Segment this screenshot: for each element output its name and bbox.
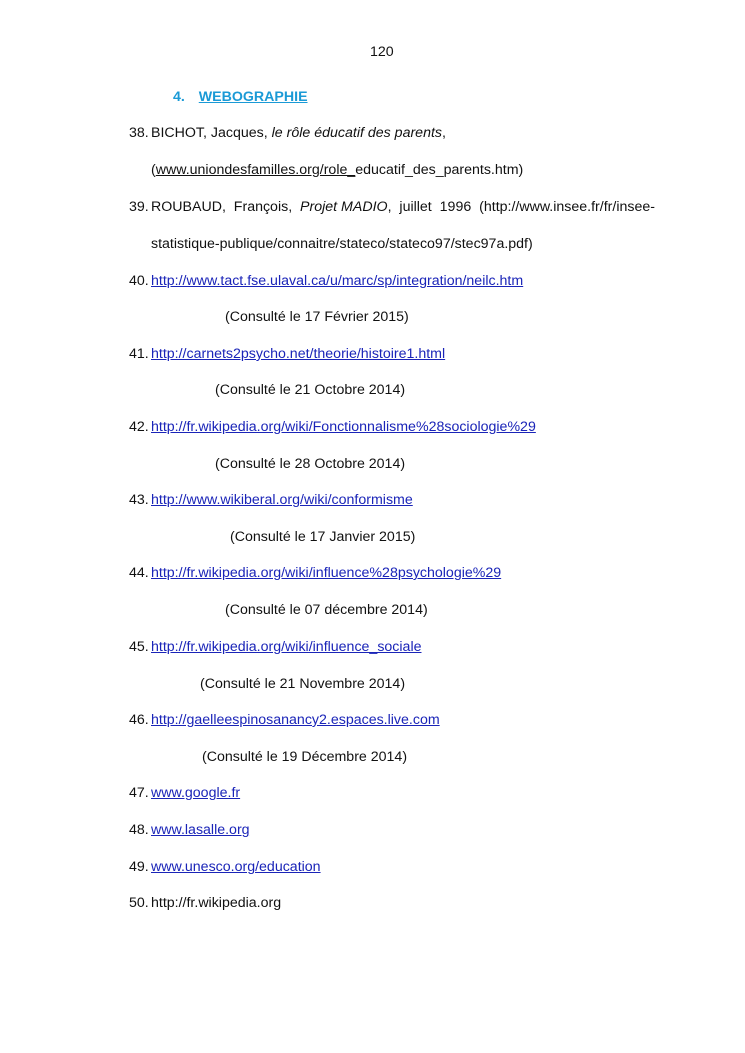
entry-45-number: 45. xyxy=(129,639,149,655)
entry-42-number: 42. xyxy=(129,419,149,435)
entry-39-line2: statistique-publique/connaitre/stateco/stateco97/stec97a.pdf) xyxy=(151,236,533,252)
page-number: 120 xyxy=(370,44,394,60)
entry-39-title: Projet MADIO, xyxy=(300,199,392,215)
entry-45-consulted: (Consulté le 21 Novembre 2014) xyxy=(200,676,406,692)
entry-43-link[interactable]: http://www.wikiberal.org/wiki/conformisme xyxy=(151,492,413,508)
entry-49-number: 49. xyxy=(129,859,149,875)
entry-38-number: 38. xyxy=(129,125,149,141)
section-number: 4. xyxy=(173,89,185,105)
entry-43-consulted: (Consulté le 17 Janvier 2015) xyxy=(230,529,416,545)
entry-47-number: 47. xyxy=(129,785,149,801)
entry-48-link[interactable]: www.lasalle.org xyxy=(151,822,250,838)
entry-39-word: (http://www.insee.fr/fr/insee- xyxy=(479,199,655,215)
entry-41-number: 41. xyxy=(129,346,149,362)
entry-39-line1 xyxy=(151,199,655,215)
entry-38-line2 xyxy=(151,162,523,178)
entry-44-consulted: (Consulté le 07 décembre 2014) xyxy=(225,602,428,618)
entry-49-link[interactable]: www.unesco.org/education xyxy=(151,859,321,875)
entry-39-word: François, xyxy=(233,199,293,215)
entry-40-number: 40. xyxy=(129,273,149,289)
entry-38-author: BICHOT, Jacques, xyxy=(151,125,272,141)
entry-46-number: 46. xyxy=(129,712,149,728)
section-heading xyxy=(173,89,308,105)
section-title: WEBOGRAPHIE xyxy=(198,89,308,105)
entry-45-link[interactable]: http://fr.wikipedia.org/wiki/influence_sociale xyxy=(151,639,422,655)
entry-40-consulted: (Consulté le 17 Février 2015) xyxy=(225,309,409,325)
entry-39-number: 39. xyxy=(129,199,149,215)
entry-39-word: juillet xyxy=(399,199,432,215)
entry-50-number: 50. xyxy=(129,895,149,911)
entry-42-link[interactable]: http://fr.wikipedia.org/wiki/Fonctionnalisme%28sociologie%29 xyxy=(151,419,536,435)
entry-38-open-paren: ( xyxy=(151,162,156,178)
entry-50-text: http://fr.wikipedia.org xyxy=(151,895,282,911)
entry-48-number: 48. xyxy=(129,822,149,838)
entry-42-consulted: (Consulté le 28 Octobre 2014) xyxy=(215,456,406,472)
entry-40-link[interactable]: http://www.tact.fse.ulaval.ca/u/marc/sp/integration/neilc.htm xyxy=(151,273,524,289)
entry-39-word: ROUBAUD, xyxy=(151,199,226,215)
entry-44-link[interactable]: http://fr.wikipedia.org/wiki/influence%28psychologie%29 xyxy=(151,565,502,581)
entry-38-url-rest: educatif_des_parents.htm) xyxy=(355,162,524,178)
entry-38-comma: , xyxy=(442,125,446,141)
entry-46-link[interactable]: http://gaelleespinosanancy2.espaces.live.com xyxy=(151,712,440,728)
entry-44-number: 44. xyxy=(129,565,149,581)
entry-47-link[interactable]: www.google.fr xyxy=(151,785,241,801)
entry-46-consulted: (Consulté le 19 Décembre 2014) xyxy=(202,749,408,765)
entry-38-line1 xyxy=(151,125,446,141)
entry-43-number: 43. xyxy=(129,492,149,508)
entry-41-link[interactable]: http://carnets2psycho.net/theorie/histoire1.html xyxy=(151,346,446,362)
entry-39-word: 1996 xyxy=(439,199,472,215)
entry-38-url-part[interactable]: www.uniondesfamilles.org/role_ xyxy=(155,162,356,178)
entry-41-consulted: (Consulté le 21 Octobre 2014) xyxy=(215,382,406,398)
entry-38-title: le rôle éducatif des parents xyxy=(271,125,442,141)
